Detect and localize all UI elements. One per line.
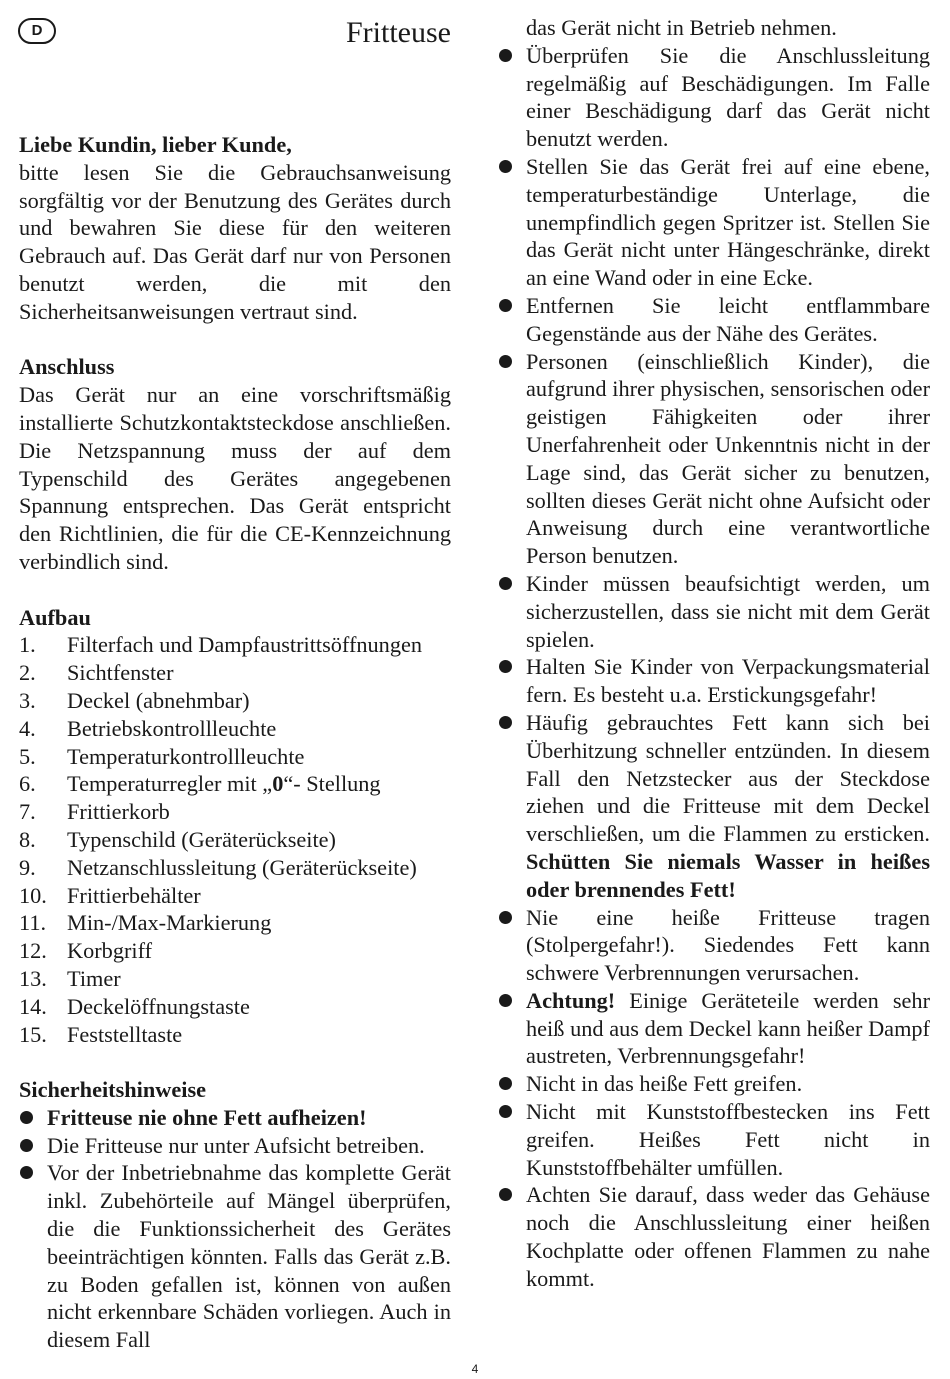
bullet-icon	[498, 987, 526, 1070]
list-item: 1. Filterfach und Dampfaustrittsöffnungen	[19, 632, 423, 658]
bullet-icon	[498, 570, 526, 653]
bullet-item: Fritteuse nie ohne Fett aufheizen!	[19, 1104, 451, 1132]
bullet-icon	[19, 1104, 47, 1132]
aufbau-heading: Aufbau	[19, 604, 91, 630]
bullet-item: Nicht mit Kunststoffbestecken ins Fett greifen. Heißes Fett nicht in Kunststoffbehälter umfüllen.	[498, 1098, 930, 1181]
bullet-icon	[498, 42, 526, 153]
greeting-heading: Liebe Kundin, lieber Kunde,	[19, 132, 292, 157]
list-item: 6. Temperaturregler mit „0“- Stellung	[19, 771, 381, 797]
list-item: 9. Netzanschlussleitung (Geräterückseite)	[19, 854, 417, 880]
bullet-item: Personen (einschließlich Kinder), die aufgrund ihrer physischen, sensorischen oder geistigen Fähigkeiten oder ihrer Unerfahrenheit oder Unkenntnis nicht in der Lage sind, das Gerät sicher zu benutzen, sollten dieses Gerät nicht ohne Aufsicht oder Anweisung durch eine verantwortliche Person benutzen.	[498, 348, 930, 570]
bullet-icon	[498, 709, 526, 904]
bullet-item: Stellen Sie das Gerät frei auf eine ebene, temperaturbeständige Unterlage, die unempfindlich gegen Spritzer ist. Stellen Sie das Gerät nicht unter Hängeschränke, direkt an eine Wand oder in eine Ecke.	[498, 153, 930, 292]
bullet-icon	[498, 1070, 526, 1098]
list-item: 10. Frittierbehälter	[19, 882, 201, 908]
list-item: 5. Temperaturkontrollleuchte	[19, 743, 305, 769]
list-item: 2. Sichtfenster	[19, 660, 174, 686]
bullet-item: Die Fritteuse nur unter Aufsicht betreiben.	[19, 1132, 451, 1160]
page-number: 4	[471, 1362, 479, 1376]
bullet-icon	[498, 1181, 526, 1292]
bullet-icon	[19, 1159, 47, 1354]
list-item: 4. Betriebskontrollleuchte	[19, 715, 277, 741]
right-column	[498, 14, 930, 1293]
language-badge: D	[18, 18, 56, 44]
bullet-icon	[498, 1098, 526, 1181]
bullet-item: Achten Sie darauf, dass weder das Gehäuse noch die Anschlussleitung einer heißen Kochplatte oder offenen Flammen zu nahe kommt.	[498, 1181, 930, 1292]
list-item: 13. Timer	[19, 965, 121, 991]
bullet-item: Vor der Inbetriebnahme das komplette Gerät inkl. Zubehörteile auf Mängel überprüfen, die die Funktionssicherheit des Gerätes beeinträchtigen könnten. Falls das Gerät z.B. zu Boden gefallen ist, können von außen nicht erkennbare Schäden vorliegen. Auch in diesem Fall	[19, 1159, 451, 1354]
list-item: 15. Feststelltaste	[19, 1021, 183, 1047]
greeting-text: bitte lesen Sie die Gebrauchsanweisung sorgfältig vor der Benutzung des Gerätes durch und bewahren Sie diese für den weiteren Gebrauch auf. Das Gerät darf nur von Personen benutzt werden, die mit den Sicherheitsanweisungen vertraut sind.	[19, 159, 451, 324]
bullet-icon	[498, 348, 526, 570]
list-item: 11. Min-/Max-Markierung	[19, 910, 272, 936]
bullet-item: Häufig gebrauchtes Fett kann sich bei Überhitzung schneller entzünden. In diesem Fall den Netzstecker aus der Steckdose ziehen und die Fritteuse mit dem Deckel verschließen, um die Flammen zu ersticken. Schütten Sie niemals Wasser in heißes oder brennendes Fett!	[498, 709, 930, 904]
page-title: Fritteuse	[346, 16, 451, 49]
bullet-item: Achtung! Einige Geräteteile werden sehr heiß und aus dem Deckel kann heißer Dampf austreten, Verbrennungsgefahr!	[498, 987, 930, 1070]
left-column	[19, 131, 451, 1354]
bullet-icon	[498, 653, 526, 709]
anschluss-heading: Anschluss	[19, 354, 115, 380]
list-item: 8. Typenschild (Geräterückseite)	[19, 826, 336, 852]
bullet-item: Überprüfen Sie die Anschlussleitung regelmäßig auf Beschädigungen. Im Falle einer Beschädigung darf das Gerät nicht benutzt werden.	[498, 42, 930, 153]
bullet-item: Kinder müssen beaufsichtigt werden, um sicherzustellen, dass sie nicht mit dem Gerät spielen.	[498, 570, 930, 653]
bullet-icon	[498, 153, 526, 292]
safety-heading: Sicherheitshinweise	[19, 1077, 207, 1103]
bullet-icon	[19, 1132, 47, 1160]
anschluss-text: Das Gerät nur an eine vorschriftsmäßig installierte Schutzkontaktsteckdose anschließen. Die Netzspannung muss der auf dem Typenschild des Gerätes angegebenen Spannung entsprechen. Das Gerät entspricht den Richtlinien, die für die CE-Kennzeichnung verbindlich sind.	[19, 382, 451, 574]
list-item: 7. Frittierkorb	[19, 799, 170, 825]
bullet-item: Halten Sie Kinder von Verpackungsmaterial fern. Es besteht u.a. Erstickungsgefahr!	[498, 653, 930, 709]
parts-list	[19, 631, 451, 1048]
bullet-item: Nie eine heiße Fritteuse tragen (Stolpergefahr!). Siedendes Fett kann schwere Verbrennungen verursachen.	[498, 904, 930, 987]
list-item: 14. Deckelöffnungstaste	[19, 993, 250, 1019]
list-item: 12. Korbgriff	[19, 938, 153, 964]
bullet-item: Entfernen Sie leicht entflammbare Gegenstände aus der Nähe des Gerätes.	[498, 292, 930, 348]
list-item: 3. Deckel (abnehmbar)	[19, 687, 250, 713]
bullet-icon	[498, 292, 526, 348]
bullet-item: Nicht in das heiße Fett greifen.	[498, 1070, 930, 1098]
continuation-text: das Gerät nicht in Betrieb nehmen.	[526, 15, 837, 40]
bullet-icon	[498, 904, 526, 987]
